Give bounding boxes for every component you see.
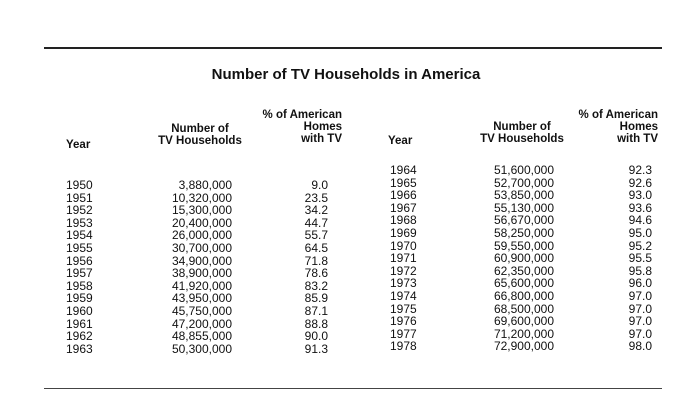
percent-cell: 23.5	[304, 190, 328, 205]
year-cell: 1972	[390, 263, 417, 278]
households-cell: 3,880,000	[178, 178, 232, 192]
header-households-line1: Number of	[171, 123, 229, 135]
households-cell: 51,600,000	[493, 163, 554, 177]
households-cell: 55,130,000	[493, 200, 554, 215]
households-cell: 10,320,000	[171, 190, 232, 205]
year-cell: 1971	[390, 251, 417, 266]
bottom-rule	[44, 388, 662, 389]
header-percent-line1: % of American	[578, 109, 658, 121]
right-households-column	[470, 164, 554, 353]
households-cell: 60,900,000	[493, 251, 554, 266]
year-cell: 1974	[390, 288, 417, 303]
percent-cell: 85.9	[304, 291, 328, 306]
year-cell: 1969	[390, 225, 417, 240]
percent-cell: 87.1	[304, 303, 328, 318]
year-cell: 1962	[66, 329, 93, 344]
households-cell: 71,200,000	[493, 326, 554, 341]
year-cell: 1978	[390, 339, 417, 354]
households-cell: 62,350,000	[493, 263, 554, 278]
year-cell: 1976	[390, 314, 417, 329]
left-households-column	[150, 179, 232, 355]
households-cell: 72,900,000	[493, 339, 554, 354]
year-cell: 1951	[66, 190, 93, 205]
table-title: Number of TV Households in America	[211, 66, 481, 83]
households-cell: 43,950,000	[171, 291, 232, 306]
households-cell: 52,700,000	[493, 175, 554, 190]
header-percent-right	[548, 109, 658, 145]
households-cell: 41,920,000	[171, 278, 232, 293]
households-cell: 20,400,000	[171, 215, 232, 230]
households-cell: 48,855,000	[171, 329, 232, 344]
right-year-column	[390, 164, 417, 353]
percent-cell: 93.0	[628, 188, 652, 203]
percent-cell: 83.2	[304, 278, 328, 293]
households-cell: 56,670,000	[493, 213, 554, 228]
header-percent-line1: % of American	[262, 109, 342, 121]
right-percent-column	[612, 164, 652, 353]
percent-cell: 96.0	[628, 276, 652, 291]
year-cell: 1957	[66, 266, 93, 281]
year-cell: 1959	[66, 291, 93, 306]
percent-cell: 93.6	[628, 200, 652, 215]
header-year-right: Year	[388, 135, 413, 147]
percent-cell: 94.6	[628, 213, 652, 228]
left-percent-column	[290, 179, 328, 355]
households-cell: 34,900,000	[171, 253, 232, 268]
percent-cell: 9.0	[311, 178, 328, 192]
year-cell: 1977	[390, 326, 417, 341]
percent-cell: 64.5	[304, 240, 328, 255]
percent-cell: 95.5	[628, 251, 652, 266]
percent-cell: 44.7	[304, 215, 328, 230]
year-cell: 1973	[390, 276, 417, 291]
header-percent-left	[232, 109, 342, 145]
households-cell: 50,300,000	[171, 341, 232, 356]
header-percent-line2: Homes	[619, 121, 658, 133]
year-cell: 1967	[390, 200, 417, 215]
households-cell: 65,600,000	[493, 276, 554, 291]
percent-cell: 97.0	[628, 301, 652, 316]
year-cell: 1963	[66, 341, 93, 356]
percent-cell: 90.0	[304, 329, 328, 344]
percent-cell: 97.0	[628, 288, 652, 303]
year-cell: 1950	[66, 178, 93, 192]
percent-cell: 71.8	[304, 253, 328, 268]
year-cell: 1958	[66, 278, 93, 293]
percent-cell: 95.2	[628, 238, 652, 253]
percent-cell: 92.6	[628, 175, 652, 190]
households-cell: 59,550,000	[493, 238, 554, 253]
year-cell: 1965	[390, 175, 417, 190]
percent-cell: 97.0	[628, 326, 652, 341]
percent-cell: 92.3	[628, 163, 652, 177]
percent-cell: 95.0	[628, 225, 652, 240]
households-cell: 30,700,000	[171, 240, 232, 255]
year-cell: 1954	[66, 228, 93, 243]
year-cell: 1975	[390, 301, 417, 316]
percent-cell: 34.2	[304, 203, 328, 218]
header-percent-line2: Homes	[303, 121, 342, 133]
header-percent-line3: with TV	[617, 133, 658, 145]
year-cell: 1953	[66, 215, 93, 230]
households-cell: 66,800,000	[493, 288, 554, 303]
year-cell: 1964	[390, 163, 417, 177]
header-households-line2: TV Households	[158, 135, 242, 147]
households-cell: 68,500,000	[493, 301, 554, 316]
percent-cell: 97.0	[628, 314, 652, 329]
top-rule	[44, 47, 662, 49]
households-cell: 26,000,000	[171, 228, 232, 243]
header-percent-line3: with TV	[301, 133, 342, 145]
households-cell: 58,250,000	[493, 225, 554, 240]
households-cell: 15,300,000	[171, 203, 232, 218]
households-cell: 45,750,000	[171, 303, 232, 318]
header-year-left: Year	[66, 139, 91, 151]
year-cell: 1960	[66, 303, 93, 318]
percent-cell: 88.8	[304, 316, 328, 331]
percent-cell: 78.6	[304, 266, 328, 281]
year-cell: 1955	[66, 240, 93, 255]
year-cell: 1966	[390, 188, 417, 203]
left-year-column	[66, 179, 93, 355]
households-cell: 69,600,000	[493, 314, 554, 329]
year-cell: 1952	[66, 203, 93, 218]
households-cell: 53,850,000	[493, 188, 554, 203]
percent-cell: 55.7	[304, 228, 328, 243]
header-households-line2: TV Households	[480, 133, 564, 145]
year-cell: 1968	[390, 213, 417, 228]
header-households-line1: Number of	[493, 121, 551, 133]
percent-cell: 91.3	[304, 341, 328, 356]
year-cell: 1961	[66, 316, 93, 331]
households-cell: 38,900,000	[171, 266, 232, 281]
year-cell: 1956	[66, 253, 93, 268]
households-cell: 47,200,000	[171, 316, 232, 331]
year-cell: 1970	[390, 238, 417, 253]
percent-cell: 98.0	[628, 339, 652, 354]
percent-cell: 95.8	[628, 263, 652, 278]
